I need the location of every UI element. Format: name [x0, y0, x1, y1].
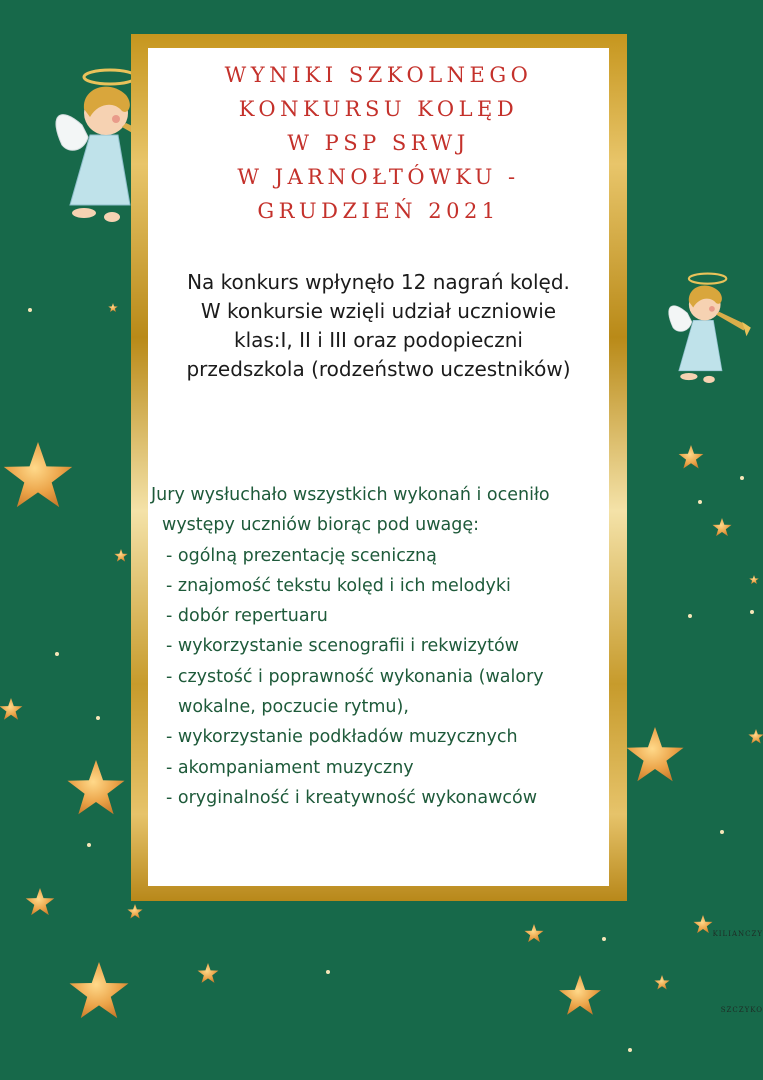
star-icon [524, 924, 543, 942]
intro-line: przedszkola (rodzeństwo uczestników) [186, 357, 571, 381]
criteria-item: - wykorzystanie scenografii i rekwizytów [166, 636, 519, 657]
intro-line: W konkursie wzięli udział uczniowie [200, 299, 557, 323]
intro-paragraph [148, 268, 609, 384]
sparkle-dot [698, 500, 702, 504]
star-icon [4, 442, 72, 507]
star-icon [679, 445, 704, 469]
criteria-item: - oryginalność i kreatywność wykonawców [166, 787, 538, 808]
star-icon [748, 729, 763, 743]
title-line: GRUDZIEŃ 2021 [257, 199, 500, 223]
criteria-item: - akompaniament muzyczny [166, 757, 414, 778]
criteria-item: - wykorzystanie podkładów muzycznych [166, 727, 518, 748]
sparkle-dot [688, 614, 692, 618]
title-line: WYNIKI SZKOLNEGO [224, 63, 533, 87]
sparkle-dot [602, 937, 606, 941]
angel-icon [669, 274, 751, 383]
criteria-item: - dobór repertuaru [166, 606, 328, 627]
jury-intro-line: Jury wysłuchało wszystkich wykonań i oceniło [151, 485, 550, 505]
title-line: W PSP SRWJ [287, 131, 470, 155]
star-icon [0, 698, 22, 720]
watermark-text: SZCZYKO [720, 1006, 763, 1014]
criteria-item-continuation: wokalne, poczucie rytmu), [178, 697, 409, 718]
watermark-text: KILIANCZY [712, 930, 763, 938]
content-card [148, 48, 609, 886]
star-icon [559, 975, 601, 1015]
sparkle-dot [87, 843, 91, 847]
star-icon [67, 760, 124, 814]
sparkle-dot [628, 1048, 632, 1052]
star-icon [108, 303, 118, 312]
criteria-item: - ogólną prezentację sceniczną [166, 545, 437, 566]
star-icon [114, 549, 127, 562]
sparkle-dot [96, 716, 100, 720]
page-title [148, 58, 609, 228]
sparkle-dot [28, 308, 32, 312]
sparkle-dot [720, 830, 724, 834]
sparkle-dot [55, 652, 59, 656]
jury-section [148, 480, 609, 813]
criteria-item: - znajomość tekstu kolęd i ich melodyki [166, 575, 511, 596]
star-icon [26, 888, 55, 915]
title-line: W JARNOŁTÓWKU - [237, 165, 520, 189]
star-icon [654, 975, 669, 989]
star-icon [626, 727, 683, 781]
star-icon [127, 904, 142, 918]
sparkle-dot [326, 970, 330, 974]
sparkle-dot [740, 476, 744, 480]
intro-line: klas:I, II i III oraz podopieczni [233, 328, 523, 352]
criteria-item: - czystość i poprawność wykonania (walory [166, 666, 544, 687]
star-icon [712, 518, 731, 536]
jury-intro-line: występy uczniów biorąc pod uwagę: [162, 515, 480, 536]
title-line: KONKURSU KOLĘD [238, 97, 519, 121]
star-icon [198, 963, 219, 983]
star-icon [749, 575, 759, 584]
sparkle-dot [750, 610, 754, 614]
star-icon [70, 962, 129, 1018]
star-icon [693, 915, 712, 933]
intro-line: Na konkurs wpłynęło 12 nagrań kolęd. [187, 270, 570, 294]
